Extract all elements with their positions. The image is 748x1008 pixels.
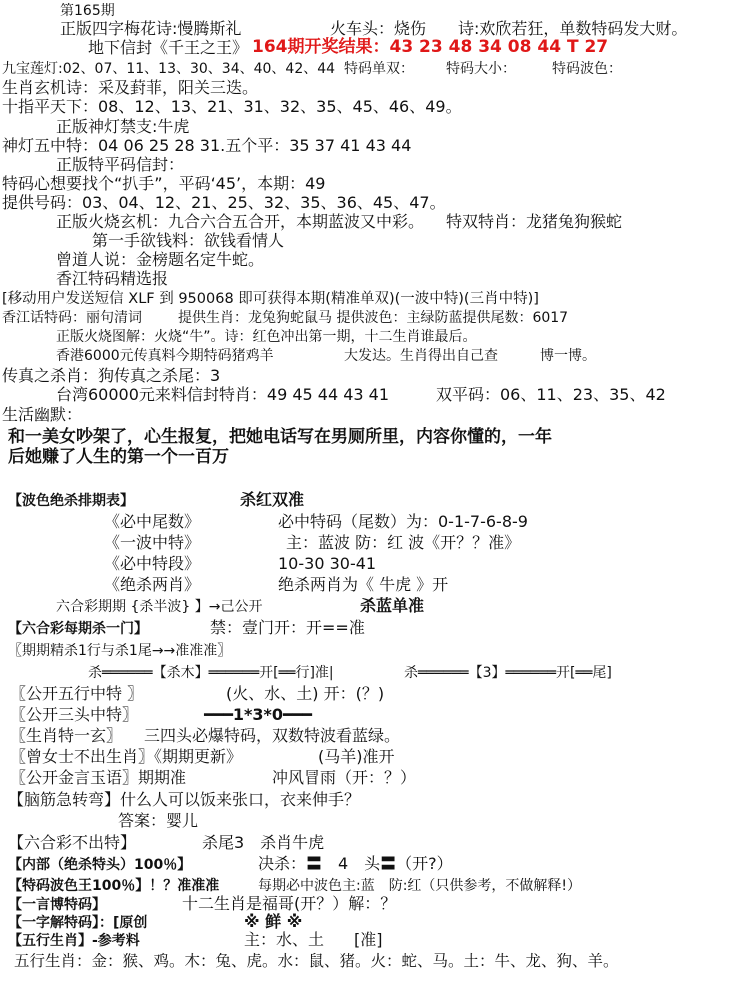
special-double-zodiac: 特双特肖：龙猪兔狗猴蛇 [446,212,623,231]
pickpocket-hint: 特码心想要找个“扒手”，平码‘45’，本期：49 [2,174,326,193]
ten-fingers: 十指平天下：08、12、13、21、31、32、35、45、46、49。 [2,97,462,116]
zodiac-poem: 生肖玄机诗：采及葑菲，阳关三迭。 [2,78,259,97]
lotus-lamp-numbers: 九宝莲灯:02、07、11、13、30、34、40、42、44 [2,61,336,77]
draw-result: 164期开奖结果：43 23 48 34 08 44 T 27 [252,37,609,57]
fax-kill: 传真之杀肖：狗传真之杀尾：3 [2,366,221,385]
one-wave-value: 主：蓝波 防：红 波《开？？准》 [286,533,521,552]
wave-color-label: 特码波色： [552,61,622,77]
tail-label: 《必中尾数》 [104,512,201,531]
odd-even-label: 特码单双： [344,61,414,77]
one-char-value: ※ 鲜 ※ [244,912,303,931]
provided-numbers: 提供号码：03、04、12、21、25、32、35、36、45、47。 [2,193,446,212]
segment-label: 《必中特段》 [104,554,201,573]
five-element-zodiac-accurate: [准] [354,930,383,949]
first-hand-info: 第一手欲钱料：欲钱看情人 [92,231,285,250]
humor-text-1: 和一美女吵架了，心生报复，把她电话写在男厕所里，内容你懂的，一年 [8,427,552,447]
fire-mystery: 正版火烧玄机：九合六合五合开，本期蓝波又中彩。 [56,212,425,231]
plum-poem: 正版四字梅花诗:慢腾斯礼 [60,19,242,38]
poem-line: 诗:欢欣若狂，单数特码发大财。 [458,19,688,38]
half-wave: 六合彩期期 {杀半波} 】→己公开 [56,599,263,615]
kill-element-tail: 〖期期精杀1行与杀1尾→→准准准〗 [8,643,232,659]
kill-wood-row: 杀══════【杀木】══════开[══行]准| [88,665,334,681]
five-element-label: 〖公开五行中特 〗 [10,684,144,703]
taiwan-envelope: 台湾60000元来料信封特肖：49 45 44 43 41 [56,385,390,404]
zodiac-mystery-value: 三四头必爆特码，双数特波看蓝绿。 [144,726,401,745]
ms-zeng-label: 〖曾女士不出生肖〗《期期更新》 [10,747,243,766]
kill-tail-row: 杀══════【3】══════开[══尾] [404,665,612,681]
five-element-zodiac-label: 【五行生肖】-参考料 [8,933,140,949]
one-word-bet-value: 十二生肖是福哥(开？）解：？ [182,894,397,913]
hk-fax-info-3: 博一博。 [540,348,596,364]
lamp-five-picks: 神灯五中特：04 06 25 28 31.五个平：35 37 41 43 44 [2,136,412,155]
golden-words-value: 冲风冒雨（开：？） [272,768,417,787]
lamp-forbidden: 正版神灯禁支:牛虎 [56,117,190,136]
kill-red-double: 杀红双准 [240,490,305,509]
wave-kill-table: 【波色绝杀排期表】 [8,493,134,509]
tail-value: 必中特码（尾数）为：0-1-7-6-8-9 [278,512,528,531]
one-char-label: 【一字解特码】：[原创 [8,915,148,931]
double-flat-codes: 双平码：06、11、23、35、42 [436,385,666,404]
riddle-question: 【脑筋急转弯】什么人可以饭来张口，衣来伸手？ [8,790,361,809]
size-label: 特码大小： [446,61,516,77]
three-head-value: ━━━1*3*0━━━ [204,705,312,724]
three-head-label: 〖公开三头中特〗 [10,705,139,724]
issue-number: 第165期 [60,3,115,19]
provided-zodiac: 提供生肖：龙兔狗蛇鼠马 提供波色：主绿防蓝提供尾数：6017 [178,310,569,326]
xiangjiang-header: 香江特码精选报 [56,269,169,288]
no-special-label: 【六合彩不出特】 [8,833,137,852]
segment-value: 10-30 30-41 [278,554,377,573]
flat-code-envelope: 正版特平码信封： [56,155,185,174]
one-word-bet-label: 【一言博特码】 [8,897,106,913]
kill-two-value: 绝杀两肖为《 牛虎 》开 [278,575,449,594]
hk-fax-info-2: 大发达。生肖得出自己查 [344,348,498,364]
zodiac-mystery-label: 〖生肖特一玄〗 [10,726,123,745]
hk-fax-info: 香港6000元传真料今期特码猪鸡羊 [56,348,274,364]
ms-zeng-value: (马羊)准开 [318,747,395,766]
five-element-zodiac-main: 主：水、土 [244,930,325,949]
kill-one-door-value: 禁：壹门开：开==准 [210,618,365,637]
no-special-value: 杀尾3 杀肖牛虎 [202,833,325,852]
five-element-zodiac-list: 五行生肖：金：猴、鸡。木：兔、虎。水：鼠、猪。火：蛇、马。土：牛、龙、狗、羊。 [14,952,619,970]
underground-envelope: 地下信封《千王之王》 [88,38,249,57]
xiangjiang-hint: 香江话特码：丽句清词 [2,310,142,326]
five-element-value: (火、水、土) 开：(？) [226,684,385,703]
humor-title: 生活幽默： [2,405,83,424]
one-wave-label: 《一波中特》 [104,533,201,552]
wave-king-label: 【特码波色王100％】！？准准准 [8,878,220,894]
kill-one-door-label: 【六合彩每期杀一门】 [8,621,148,637]
kill-two-label: 《绝杀两肖》 [104,575,201,594]
sms-promo: [移动用户发送短信 XLF 到 950068 即可获得本期(精准单双)(一波中特)(三肖中特)] [2,291,539,307]
taoist-saying: 曾道人说：金榜题名定牛蛇。 [56,250,265,269]
humor-text-2: 后她赚了人生的第一个一百万 [8,447,229,467]
train-head: 火车头：烧伤 [330,19,427,38]
fire-diagram: 正版火烧图解：火烧“牛”。诗：红色冲出第一期，十二生肖谁最后。 [56,329,477,345]
riddle-answer: 答案：婴儿 [118,811,199,830]
internal-kill-value: 决杀：〓 4 头〓（开?） [258,854,453,873]
golden-words-label: 〖公开金言玉语〗期期准 [10,768,187,787]
kill-blue-single: 杀蓝单准 [360,596,425,615]
internal-kill-label: 【内部（绝杀特头）100％】 [8,857,192,873]
wave-king-value: 每期必中波色主:蓝 防:红（只供参考，不做解释!） [258,878,582,894]
